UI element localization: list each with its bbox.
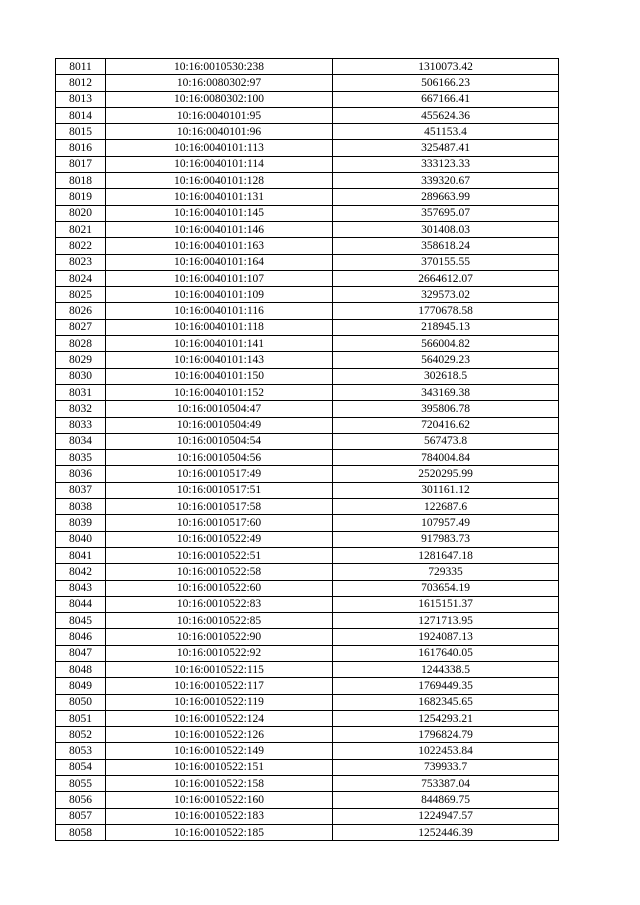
row-number-cell: 8016 xyxy=(56,140,106,156)
cadastral-value-cell: 1770678.58 xyxy=(333,303,559,319)
cadastral-number-cell: 10:16:0010522:49 xyxy=(106,531,333,547)
row-number-cell: 8033 xyxy=(56,417,106,433)
row-number-cell: 8040 xyxy=(56,531,106,547)
row-number-cell: 8029 xyxy=(56,352,106,368)
row-number-cell: 8022 xyxy=(56,238,106,254)
row-number-cell: 8050 xyxy=(56,694,106,710)
row-number-cell: 8026 xyxy=(56,303,106,319)
cadastral-number-cell: 10:16:0010530:238 xyxy=(106,59,333,75)
table-row xyxy=(56,254,559,270)
cadastral-value-cell: 1022453.84 xyxy=(333,743,559,759)
cadastral-number-cell: 10:16:0010522:149 xyxy=(106,743,333,759)
row-number-cell: 8057 xyxy=(56,808,106,824)
table-row xyxy=(56,450,559,466)
row-number-cell: 8056 xyxy=(56,792,106,808)
cadastral-number-cell: 10:16:0010522:58 xyxy=(106,564,333,580)
cadastral-value-cell: 1615151.37 xyxy=(333,596,559,612)
cadastral-value-cell: 1244338.5 xyxy=(333,661,559,677)
cadastral-value-cell: 2664612.07 xyxy=(333,270,559,286)
table-row xyxy=(56,107,559,123)
cadastral-value-cell: 564029.23 xyxy=(333,352,559,368)
cadastral-number-cell: 10:16:0010504:47 xyxy=(106,401,333,417)
cadastral-value-cell: 343169.38 xyxy=(333,384,559,400)
table-row xyxy=(56,173,559,189)
row-number-cell: 8049 xyxy=(56,678,106,694)
table-row xyxy=(56,384,559,400)
table-row xyxy=(56,499,559,515)
cadastral-value-cell: 333123.33 xyxy=(333,156,559,172)
cadastral-value-cell: 1281647.18 xyxy=(333,547,559,563)
table-row xyxy=(56,91,559,107)
row-number-cell: 8052 xyxy=(56,727,106,743)
cadastral-value-cell: 455624.36 xyxy=(333,107,559,123)
row-number-cell: 8042 xyxy=(56,564,106,580)
cadastral-number-cell: 10:16:0010522:126 xyxy=(106,727,333,743)
table-row xyxy=(56,531,559,547)
cadastral-value-cell: 451153.4 xyxy=(333,124,559,140)
cadastral-number-cell: 10:16:0040101:118 xyxy=(106,319,333,335)
cadastral-value-cell: 302618.5 xyxy=(333,368,559,384)
cadastral-number-cell: 10:16:0080302:100 xyxy=(106,91,333,107)
table-row xyxy=(56,417,559,433)
row-number-cell: 8047 xyxy=(56,645,106,661)
table-row xyxy=(56,433,559,449)
table-row xyxy=(56,547,559,563)
row-number-cell: 8044 xyxy=(56,596,106,612)
cadastral-value-cell: 720416.62 xyxy=(333,417,559,433)
row-number-cell: 8015 xyxy=(56,124,106,140)
row-number-cell: 8034 xyxy=(56,433,106,449)
cadastral-number-cell: 10:16:0010517:58 xyxy=(106,499,333,515)
row-number-cell: 8051 xyxy=(56,710,106,726)
cadastral-value-cell: 301408.03 xyxy=(333,221,559,237)
table-row xyxy=(56,189,559,205)
row-number-cell: 8011 xyxy=(56,59,106,75)
table-row xyxy=(56,759,559,775)
cadastral-value-table xyxy=(55,58,559,841)
table-row xyxy=(56,221,559,237)
cadastral-value-cell: 395806.78 xyxy=(333,401,559,417)
cadastral-number-cell: 10:16:0010522:115 xyxy=(106,661,333,677)
cadastral-number-cell: 10:16:0040101:145 xyxy=(106,205,333,221)
cadastral-number-cell: 10:16:0010522:158 xyxy=(106,776,333,792)
table-row xyxy=(56,727,559,743)
row-number-cell: 8043 xyxy=(56,580,106,596)
cadastral-value-cell: 1271713.95 xyxy=(333,613,559,629)
table-row xyxy=(56,678,559,694)
table-row xyxy=(56,661,559,677)
cadastral-number-cell: 10:16:0040101:107 xyxy=(106,270,333,286)
cadastral-number-cell: 10:16:0010504:56 xyxy=(106,450,333,466)
table-row xyxy=(56,482,559,498)
cadastral-number-cell: 10:16:0010522:119 xyxy=(106,694,333,710)
row-number-cell: 8041 xyxy=(56,547,106,563)
row-number-cell: 8018 xyxy=(56,173,106,189)
cadastral-number-cell: 10:16:0040101:143 xyxy=(106,352,333,368)
cadastral-number-cell: 10:16:0040101:141 xyxy=(106,336,333,352)
cadastral-number-cell: 10:16:0040101:96 xyxy=(106,124,333,140)
row-number-cell: 8039 xyxy=(56,515,106,531)
row-number-cell: 8054 xyxy=(56,759,106,775)
cadastral-value-cell: 1224947.57 xyxy=(333,808,559,824)
row-number-cell: 8045 xyxy=(56,613,106,629)
cadastral-value-cell: 122687.6 xyxy=(333,499,559,515)
row-number-cell: 8013 xyxy=(56,91,106,107)
table-body xyxy=(56,59,559,841)
table-row xyxy=(56,336,559,352)
cadastral-number-cell: 10:16:0010522:92 xyxy=(106,645,333,661)
cadastral-value-cell: 289663.99 xyxy=(333,189,559,205)
table-row xyxy=(56,238,559,254)
cadastral-number-cell: 10:16:0010504:54 xyxy=(106,433,333,449)
cadastral-value-cell: 1682345.65 xyxy=(333,694,559,710)
table-row xyxy=(56,466,559,482)
cadastral-value-cell: 1796824.79 xyxy=(333,727,559,743)
cadastral-value-cell: 2520295.99 xyxy=(333,466,559,482)
table-row xyxy=(56,368,559,384)
cadastral-number-cell: 10:16:0040101:150 xyxy=(106,368,333,384)
cadastral-number-cell: 10:16:0010522:117 xyxy=(106,678,333,694)
cadastral-number-cell: 10:16:0040101:152 xyxy=(106,384,333,400)
table-row xyxy=(56,75,559,91)
table-row xyxy=(56,792,559,808)
cadastral-value-cell: 357695.07 xyxy=(333,205,559,221)
cadastral-number-cell: 10:16:0040101:109 xyxy=(106,287,333,303)
cadastral-number-cell: 10:16:0040101:146 xyxy=(106,221,333,237)
table-row xyxy=(56,776,559,792)
cadastral-number-cell: 10:16:0010504:49 xyxy=(106,417,333,433)
cadastral-value-cell: 1310073.42 xyxy=(333,59,559,75)
table-row xyxy=(56,59,559,75)
row-number-cell: 8020 xyxy=(56,205,106,221)
row-number-cell: 8024 xyxy=(56,270,106,286)
table-row xyxy=(56,352,559,368)
cadastral-number-cell: 10:16:0040101:116 xyxy=(106,303,333,319)
table-row xyxy=(56,270,559,286)
row-number-cell: 8027 xyxy=(56,319,106,335)
table-row xyxy=(56,629,559,645)
cadastral-value-cell: 1924087.13 xyxy=(333,629,559,645)
cadastral-value-cell: 329573.02 xyxy=(333,287,559,303)
cadastral-value-cell: 301161.12 xyxy=(333,482,559,498)
row-number-cell: 8014 xyxy=(56,107,106,123)
row-number-cell: 8035 xyxy=(56,450,106,466)
row-number-cell: 8019 xyxy=(56,189,106,205)
cadastral-value-cell: 566004.82 xyxy=(333,336,559,352)
cadastral-number-cell: 10:16:0080302:97 xyxy=(106,75,333,91)
row-number-cell: 8036 xyxy=(56,466,106,482)
cadastral-value-cell: 325487.41 xyxy=(333,140,559,156)
cadastral-value-cell: 1254293.21 xyxy=(333,710,559,726)
cadastral-number-cell: 10:16:0010517:51 xyxy=(106,482,333,498)
row-number-cell: 8025 xyxy=(56,287,106,303)
cadastral-value-cell: 729335 xyxy=(333,564,559,580)
cadastral-value-cell: 506166.23 xyxy=(333,75,559,91)
table-row xyxy=(56,613,559,629)
row-number-cell: 8046 xyxy=(56,629,106,645)
cadastral-number-cell: 10:16:0040101:164 xyxy=(106,254,333,270)
row-number-cell: 8038 xyxy=(56,499,106,515)
cadastral-number-cell: 10:16:0010522:183 xyxy=(106,808,333,824)
cadastral-value-cell: 370155.55 xyxy=(333,254,559,270)
table-row xyxy=(56,303,559,319)
table-row xyxy=(56,808,559,824)
cadastral-number-cell: 10:16:0010522:85 xyxy=(106,613,333,629)
cadastral-number-cell: 10:16:0040101:114 xyxy=(106,156,333,172)
cadastral-value-cell: 917983.73 xyxy=(333,531,559,547)
cadastral-value-cell: 358618.24 xyxy=(333,238,559,254)
cadastral-number-cell: 10:16:0010517:60 xyxy=(106,515,333,531)
cadastral-value-cell: 567473.8 xyxy=(333,433,559,449)
cadastral-value-cell: 784004.84 xyxy=(333,450,559,466)
cadastral-value-cell: 739933.7 xyxy=(333,759,559,775)
cadastral-number-cell: 10:16:0010522:90 xyxy=(106,629,333,645)
table-row xyxy=(56,140,559,156)
row-number-cell: 8048 xyxy=(56,661,106,677)
cadastral-number-cell: 10:16:0010522:51 xyxy=(106,547,333,563)
cadastral-value-cell: 339320.67 xyxy=(333,173,559,189)
cadastral-value-cell: 1617640.05 xyxy=(333,645,559,661)
row-number-cell: 8031 xyxy=(56,384,106,400)
cadastral-number-cell: 10:16:0040101:128 xyxy=(106,173,333,189)
table-row xyxy=(56,287,559,303)
cadastral-value-cell: 218945.13 xyxy=(333,319,559,335)
table-row xyxy=(56,205,559,221)
cadastral-number-cell: 10:16:0040101:163 xyxy=(106,238,333,254)
row-number-cell: 8032 xyxy=(56,401,106,417)
table-row xyxy=(56,694,559,710)
table-row xyxy=(56,580,559,596)
cadastral-value-cell: 1769449.35 xyxy=(333,678,559,694)
row-number-cell: 8021 xyxy=(56,221,106,237)
table-row xyxy=(56,156,559,172)
cadastral-value-cell: 753387.04 xyxy=(333,776,559,792)
cadastral-number-cell: 10:16:0040101:113 xyxy=(106,140,333,156)
row-number-cell: 8030 xyxy=(56,368,106,384)
table-row xyxy=(56,124,559,140)
table-row xyxy=(56,596,559,612)
table-row xyxy=(56,743,559,759)
table-row xyxy=(56,515,559,531)
cadastral-value-cell: 703654.19 xyxy=(333,580,559,596)
table-row xyxy=(56,401,559,417)
row-number-cell: 8053 xyxy=(56,743,106,759)
row-number-cell: 8055 xyxy=(56,776,106,792)
table-row xyxy=(56,710,559,726)
row-number-cell: 8058 xyxy=(56,824,106,840)
cadastral-value-cell: 107957.49 xyxy=(333,515,559,531)
row-number-cell: 8012 xyxy=(56,75,106,91)
cadastral-value-cell: 1252446.39 xyxy=(333,824,559,840)
cadastral-number-cell: 10:16:0010522:160 xyxy=(106,792,333,808)
row-number-cell: 8037 xyxy=(56,482,106,498)
row-number-cell: 8023 xyxy=(56,254,106,270)
cadastral-value-cell: 667166.41 xyxy=(333,91,559,107)
cadastral-number-cell: 10:16:0010522:60 xyxy=(106,580,333,596)
cadastral-number-cell: 10:16:0010517:49 xyxy=(106,466,333,482)
cadastral-value-cell: 844869.75 xyxy=(333,792,559,808)
table-row xyxy=(56,564,559,580)
row-number-cell: 8028 xyxy=(56,336,106,352)
row-number-cell: 8017 xyxy=(56,156,106,172)
table-row xyxy=(56,645,559,661)
cadastral-number-cell: 10:16:0010522:124 xyxy=(106,710,333,726)
cadastral-number-cell: 10:16:0040101:95 xyxy=(106,107,333,123)
table-row xyxy=(56,319,559,335)
table-row xyxy=(56,824,559,840)
cadastral-number-cell: 10:16:0010522:185 xyxy=(106,824,333,840)
cadastral-number-cell: 10:16:0040101:131 xyxy=(106,189,333,205)
cadastral-number-cell: 10:16:0010522:83 xyxy=(106,596,333,612)
cadastral-number-cell: 10:16:0010522:151 xyxy=(106,759,333,775)
